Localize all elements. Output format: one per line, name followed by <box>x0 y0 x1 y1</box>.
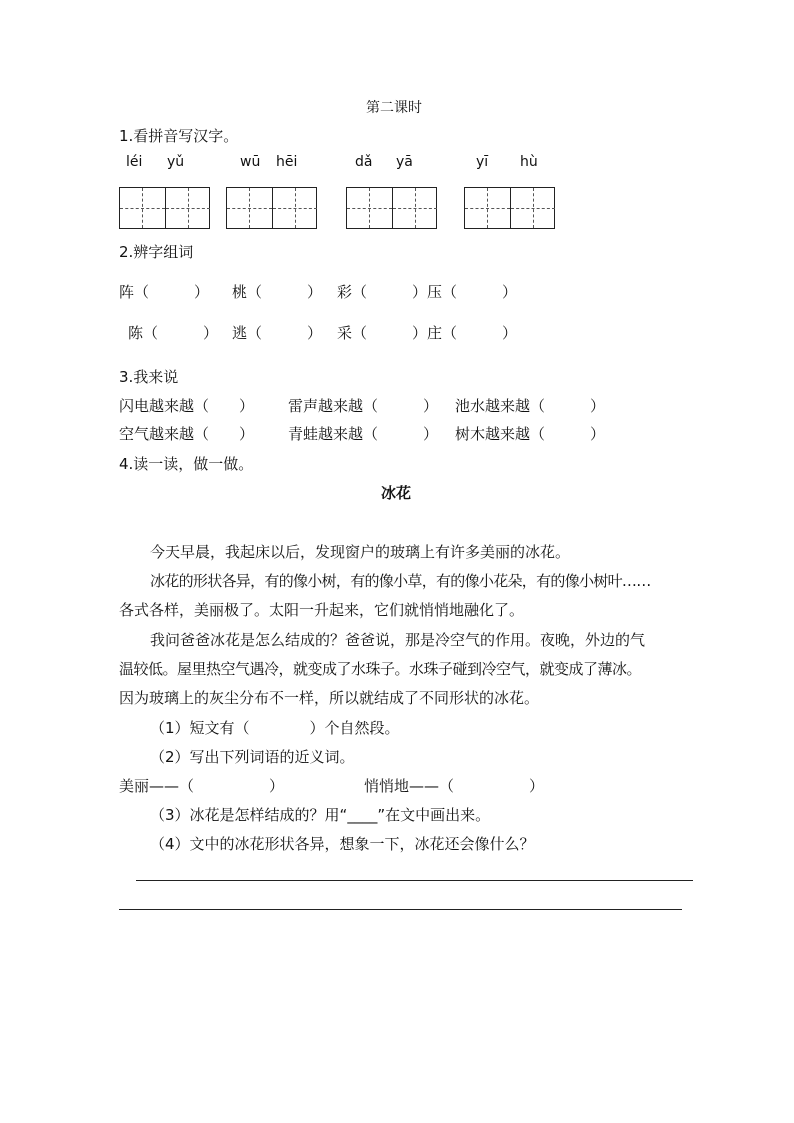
story-p3-line2: 温较低。屋里热空气遇冷，就变成了水珠子。水珠子碰到冷空气，就变成了薄冰。 <box>119 660 642 678</box>
pinyin-da: dǎ <box>355 154 373 170</box>
writing-grid-1[interactable] <box>119 187 210 229</box>
pinyin-hei: hēi <box>276 154 298 170</box>
q2-heading: 2.辨字组词 <box>119 243 194 261</box>
q2-word-cai-ya: 彩（ ）压（ ） <box>337 283 518 301</box>
pinyin-hu: hù <box>520 154 538 170</box>
q3-heading: 3.我来说 <box>119 368 179 386</box>
q3-item-2: 雷声越来越（ ） <box>288 397 439 415</box>
story-p2-line1: 冰花的形状各异，有的像小树，有的像小草，有的像小花朵，有的像小树叶…… <box>150 572 651 590</box>
answer-line-2[interactable] <box>119 909 682 910</box>
story-p1: 今天早晨，我起床以后，发现窗户的玻璃上有许多美丽的冰花。 <box>150 543 571 561</box>
q2-word-zhen: 阵（ ） <box>119 283 210 301</box>
q1-heading: 1.看拼音写汉字。 <box>119 127 239 145</box>
answer-line-1[interactable] <box>136 880 693 881</box>
subq-3: （3）冰花是怎样结成的？用“____”在文中画出来。 <box>150 806 491 824</box>
q3-item-1: 闪电越来越（ ） <box>119 397 255 415</box>
page-title: 第二课时 <box>366 100 422 116</box>
pinyin-wu: wū <box>240 154 261 170</box>
story-p2-line2: 各式各样，美丽极了。太阳一升起来，它们就悄悄地融化了。 <box>119 601 525 619</box>
writing-grid-2[interactable] <box>226 187 317 229</box>
subq-2: （2）写出下列词语的近义词。 <box>150 748 355 766</box>
q3-item-6: 树木越来越（ ） <box>455 425 606 443</box>
q2-word-cai-zhuang: 采（ ）庄（ ） <box>337 324 518 342</box>
pinyin-lei: léi <box>126 154 143 170</box>
q4-heading: 4.读一读，做一做。 <box>119 455 254 473</box>
writing-grid-4[interactable] <box>464 187 555 229</box>
subq-2-word-meili: 美丽——（ ） <box>119 777 285 795</box>
subq-2-word-qiaoqiao: 悄悄地——（ ） <box>364 777 545 795</box>
story-p3-line1: 我问爸爸冰花是怎么结成的？爸爸说，那是冷空气的作用。夜晚，外边的气 <box>150 631 646 649</box>
story-title: 冰花 <box>381 484 412 502</box>
q2-word-tao2: 逃（ ） <box>232 324 323 342</box>
writing-grid-3[interactable] <box>346 187 437 229</box>
q3-item-4: 空气越来越（ ） <box>119 425 255 443</box>
pinyin-yu: yǔ <box>167 154 185 170</box>
q3-item-3: 池水越来越（ ） <box>455 397 606 415</box>
pinyin-yi: yī <box>476 154 489 170</box>
q2-word-chen: 陈（ ） <box>128 324 219 342</box>
subq-1: （1）短文有（ ）个自然段。 <box>150 719 400 737</box>
story-p3-line3: 因为玻璃上的灰尘分布不一样，所以就结成了不同形状的冰花。 <box>119 689 540 707</box>
pinyin-ya: yā <box>396 154 413 170</box>
subq-4: （4）文中的冰花形状各异，想象一下，冰花还会像什么？ <box>150 835 535 853</box>
q3-item-5: 青蛙越来越（ ） <box>288 425 439 443</box>
q2-word-tao: 桃（ ） <box>232 283 323 301</box>
